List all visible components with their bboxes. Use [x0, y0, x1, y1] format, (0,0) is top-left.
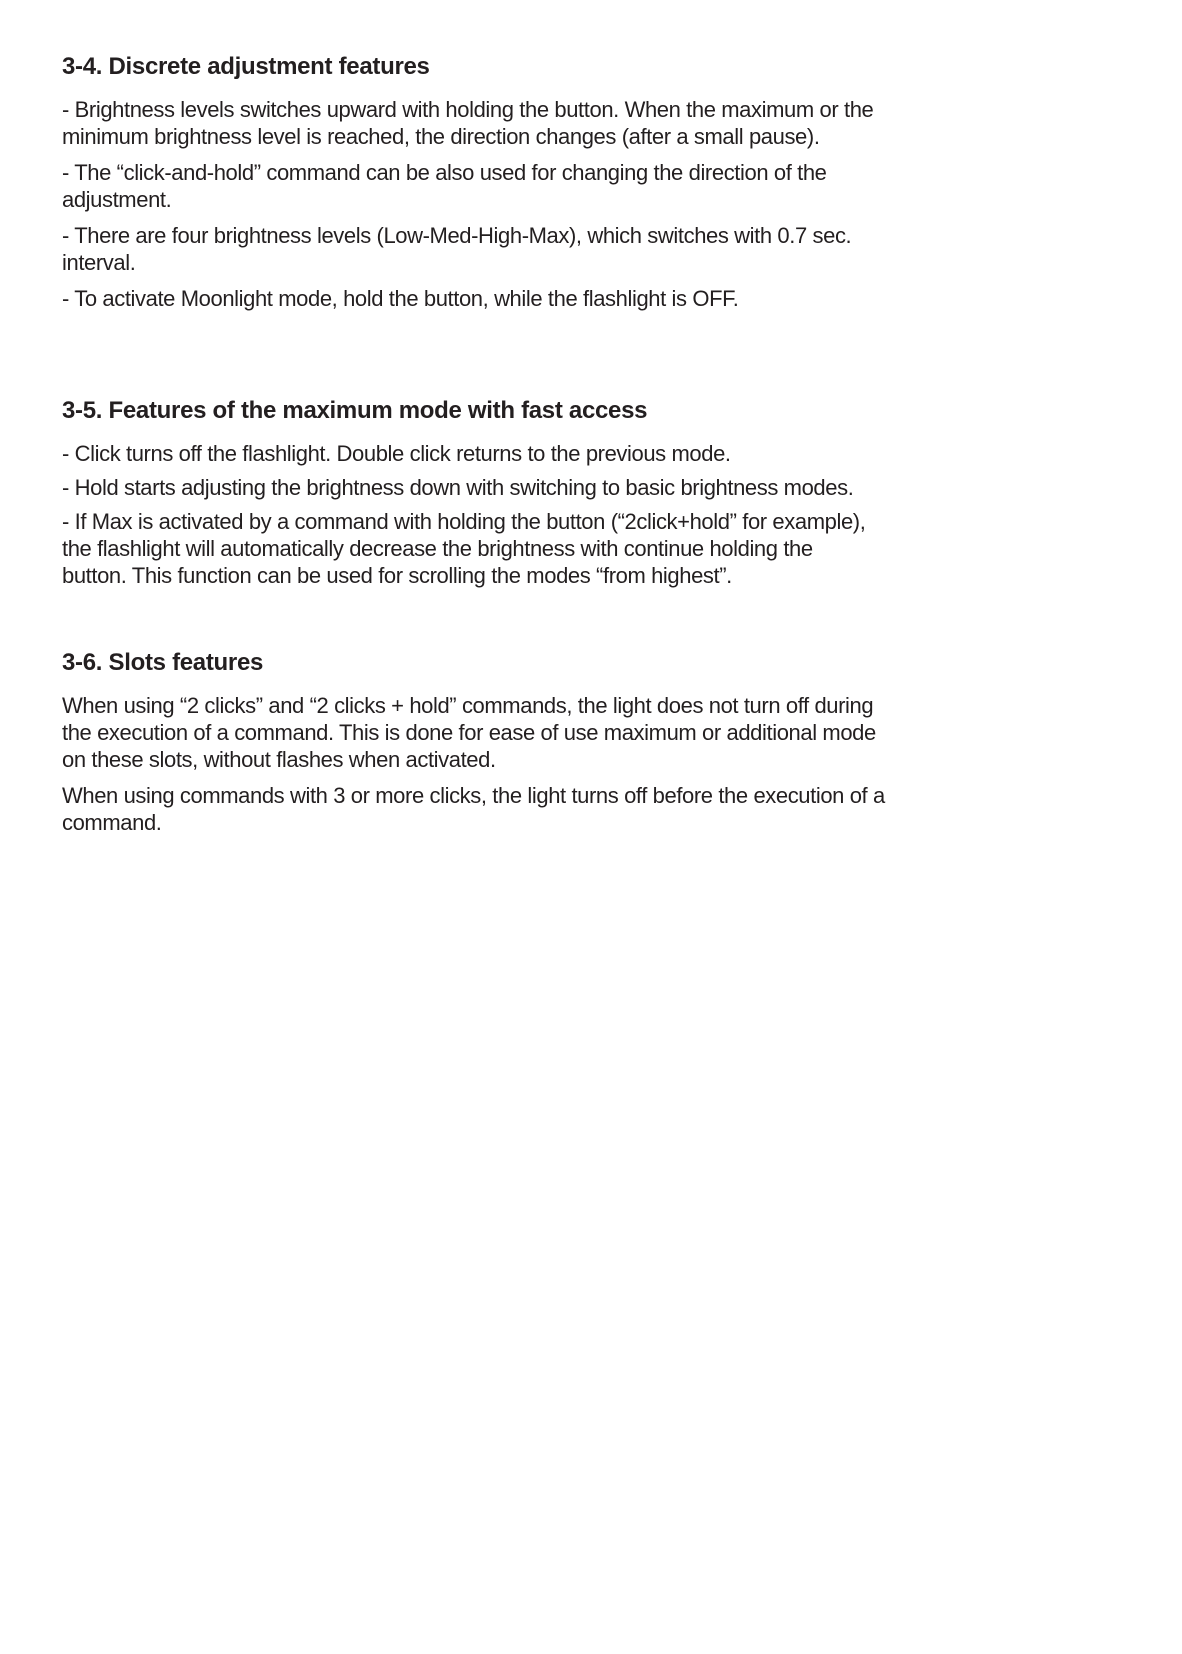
paragraph	[62, 159, 873, 213]
paragraph	[62, 692, 885, 773]
text-line: adjustment.	[62, 187, 172, 212]
paragraph	[62, 508, 865, 589]
text-line: - Hold starts adjusting the brightness down with switching to basic brightness modes.	[62, 475, 854, 500]
section-heading: 3-5. Features of the maximum mode with fast access	[62, 397, 648, 424]
paragraph	[62, 285, 873, 312]
text-line: button. This function can be used for scrolling the modes “from highest”.	[62, 563, 732, 588]
text-line: - There are four brightness levels (Low-Med-High-Max), which switches with 0.7 sec.	[62, 223, 852, 248]
text-line: When using “2 clicks” and “2 clicks + hold” commands, the light does not turn off during	[62, 693, 874, 718]
text-line: minimum brightness level is reached, the direction changes (after a small pause).	[62, 124, 820, 149]
section-maximum-mode	[62, 396, 865, 596]
text-line: - To activate Moonlight mode, hold the button, while the flashlight is OFF.	[62, 286, 739, 311]
text-line: When using commands with 3 or more clicks, the light turns off before the execution of a	[62, 783, 885, 808]
text-line: command.	[62, 810, 162, 835]
text-line: the execution of a command. This is done for ease of use maximum or additional mode	[62, 720, 876, 745]
paragraph	[62, 782, 885, 836]
paragraph	[62, 440, 865, 467]
section-discrete-adjustment	[62, 52, 873, 321]
text-line: - If Max is activated by a command with holding the button (“2click+hold” for example),	[62, 509, 866, 534]
section-heading: 3-6. Slots features	[62, 649, 264, 676]
text-line: - Brightness levels switches upward with holding the button. When the maximum or the	[62, 97, 874, 122]
text-line: - Click turns off the flashlight. Double click returns to the previous mode.	[62, 441, 731, 466]
paragraph	[62, 222, 873, 276]
paragraph	[62, 96, 873, 150]
section-heading: 3-4. Discrete adjustment features	[62, 53, 430, 80]
paragraph	[62, 474, 865, 501]
section-slots-features	[62, 648, 885, 845]
text-line: - The “click-and-hold” command can be also used for changing the direction of the	[62, 160, 827, 185]
text-line: the flashlight will automatically decrease the brightness with continue holding the	[62, 536, 813, 561]
text-line: interval.	[62, 250, 136, 275]
text-line: on these slots, without flashes when activated.	[62, 747, 496, 772]
